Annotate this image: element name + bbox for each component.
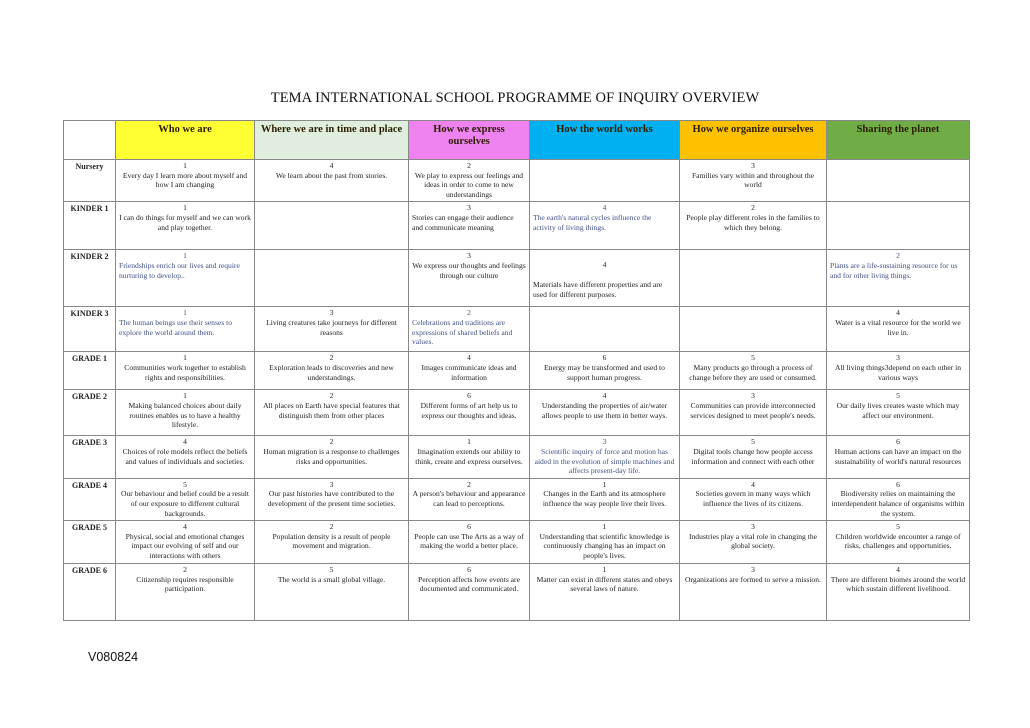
unit-number: 5 (751, 437, 755, 447)
table-row (64, 436, 970, 478)
central-idea: We learn about the past from stories. (275, 170, 388, 180)
central-idea: All living things3depend on each other in various ways (834, 362, 962, 382)
table-row (64, 202, 970, 250)
unit-number: 4 (602, 260, 607, 270)
page-title: TEMA INTERNATIONAL SCHOOL PROGRAMME OF INQUIRY OVERVIEW (270, 90, 760, 106)
unit-number: 1 (467, 437, 471, 447)
central-idea: Materials have different properties and are used for different purposes. (533, 279, 663, 299)
unit-cell (255, 436, 409, 478)
unit-cell (530, 564, 680, 621)
unit-cell (116, 478, 255, 520)
unit-cell (827, 390, 970, 436)
grade-label: GRADE 1 (64, 352, 116, 390)
central-idea: Organizations are formed to serve a mission. (685, 574, 821, 584)
table-body (64, 160, 970, 621)
unit-cell (827, 564, 970, 621)
unit-cell (680, 307, 827, 352)
central-idea: Exploration leads to discoveries and new understandings. (269, 362, 394, 382)
unit-number: 1 (602, 522, 607, 532)
central-idea: Our behaviour and belief could be a result of our exposure to different cultural backgrounds. (121, 489, 249, 518)
unit-number: 5 (183, 479, 187, 489)
unit-cell (827, 160, 970, 202)
unit-number: 2 (467, 161, 471, 170)
central-idea: The human beings use their senses to explore the world around them. (119, 317, 233, 337)
unit-number: 4 (183, 522, 187, 532)
unit-cell (680, 436, 827, 478)
central-idea: People play different roles in the families to which they belong. (686, 212, 820, 232)
unit-cell (116, 390, 255, 436)
unit-number: 4 (467, 353, 471, 363)
central-idea: All places on Earth have special features that distinguish them from other places (263, 400, 400, 420)
unit-cell (680, 564, 827, 621)
unit-cell (680, 478, 827, 520)
theme-header: Where we are in time and place (255, 121, 409, 160)
unit-number: 2 (329, 391, 334, 401)
unit-number: 2 (329, 353, 334, 363)
unit-number: 3 (751, 522, 755, 532)
unit-cell (116, 521, 255, 564)
unit-number: 4 (751, 479, 755, 489)
central-idea: Scientific inquiry of force and motion has aided in the evolution of simple machines and affects present-day life. (534, 446, 675, 476)
unit-number: 6 (896, 437, 900, 447)
unit-number: 2 (329, 437, 334, 447)
unit-number: 1 (602, 479, 607, 489)
central-idea: We express our thoughts and feelings through our culture (412, 260, 526, 280)
unit-number: 2 (751, 203, 755, 213)
unit-number: 3 (329, 479, 334, 489)
unit-number: 6 (896, 479, 900, 489)
central-idea: Different forms of art help us to express our thoughts and ideas. (420, 400, 518, 420)
unit-cell (530, 307, 680, 352)
central-idea: I can do things for myself and we can work and play together. (119, 212, 251, 232)
table-row (64, 564, 970, 621)
unit-number: 3 (467, 251, 471, 261)
unit-cell (255, 521, 409, 564)
unit-number: 4 (329, 161, 334, 170)
unit-number: 3 (467, 203, 471, 213)
central-idea: Our daily lives creates waste which may affect our environment. (836, 400, 960, 420)
theme-header: Sharing the planet (827, 121, 970, 160)
unit-number: 4 (896, 308, 900, 318)
unit-number: 5 (329, 565, 334, 575)
table-row (64, 160, 970, 202)
theme-header: How the world works (530, 121, 680, 160)
unit-cell (409, 564, 530, 621)
central-idea: Societies govern in many ways which influence the lives of its citizens. (695, 489, 811, 508)
central-idea: A person's behaviour and appearance can lead to perceptions. (412, 489, 526, 508)
unit-number: 1 (183, 308, 187, 318)
central-idea: Understanding that scientific knowledge is continuously changing has an impact on people's lives. (539, 531, 670, 560)
central-idea: Water is a vital resource for the world we live in. (835, 317, 961, 337)
table-row (64, 478, 970, 520)
programme-table (63, 120, 970, 621)
central-idea: We play to express our feelings and ideas in order to come to new understandings (414, 170, 524, 199)
unit-cell (116, 250, 255, 307)
unit-cell (116, 160, 255, 202)
unit-number: 6 (467, 565, 471, 575)
unit-number: 3 (751, 391, 755, 401)
document-code: V080824 (88, 650, 139, 664)
unit-number: 6 (467, 522, 471, 532)
header-row (64, 121, 970, 160)
header-corner (64, 121, 116, 160)
unit-number: 4 (183, 437, 187, 447)
unit-number: 4 (896, 565, 900, 575)
table-row (64, 307, 970, 352)
unit-number: 6 (602, 353, 607, 363)
grade-label: Nursery (64, 160, 116, 202)
unit-number: 2 (183, 565, 187, 575)
grade-label: KINDER 3 (64, 307, 116, 352)
unit-number: 4 (602, 203, 607, 213)
unit-number: 1 (183, 203, 187, 213)
unit-cell (409, 521, 530, 564)
central-idea: Communities work together to establish rights and responsibilities. (124, 362, 246, 382)
unit-number: 3 (329, 308, 334, 318)
unit-cell (409, 160, 530, 202)
unit-cell (255, 478, 409, 520)
central-idea: Every day I learn more about myself and how I am changing (122, 170, 248, 190)
grade-label: GRADE 6 (64, 564, 116, 621)
central-idea: Physical, social and emotional changes impact our evolving of self and our interactions with others (125, 531, 245, 560)
unit-number: 2 (896, 251, 900, 261)
unit-cell (827, 250, 970, 307)
theme-header: Who we are (116, 121, 255, 160)
central-idea: Choices of role models reflect the beliefs and values of individuals and societies. (122, 446, 248, 466)
central-idea: Families vary within and throughout the world (691, 170, 815, 190)
unit-cell (409, 250, 530, 307)
unit-number: 3 (751, 565, 755, 575)
unit-number: 5 (896, 522, 900, 532)
central-idea: Children worldwide encounter a range of risks, challenges and opportunities. (835, 531, 961, 551)
unit-cell (255, 390, 409, 436)
unit-cell (116, 564, 255, 621)
unit-cell (530, 352, 680, 390)
central-idea: Understanding the properties of air/water allows people to use them in better ways. (541, 400, 668, 420)
unit-cell (680, 202, 827, 250)
table-row (64, 250, 970, 307)
unit-number: 2 (329, 522, 334, 532)
central-idea: The world is a small global village. (277, 574, 386, 584)
grade-label: KINDER 2 (64, 250, 116, 307)
unit-cell (530, 436, 680, 478)
unit-number: 1 (183, 251, 187, 261)
unit-cell (680, 250, 827, 307)
central-idea: Perception affects how events are documented and communicated. (418, 574, 520, 594)
unit-number: 1 (602, 565, 607, 575)
unit-cell (680, 160, 827, 202)
unit-cell (116, 352, 255, 390)
central-idea: Making balanced choices about daily routines enables us to have a healthy lifestyle. (128, 400, 242, 430)
unit-cell (680, 390, 827, 436)
unit-number: 3 (896, 353, 900, 363)
unit-number: 3 (602, 437, 607, 447)
unit-cell (255, 202, 409, 250)
table-row (64, 521, 970, 564)
unit-number: 5 (896, 391, 900, 401)
central-idea: Celebrations and traditions are expressions of shared beliefs and values. (412, 317, 513, 347)
central-idea: Human actions can have an impact on the sustainability of world's natural resources (834, 446, 962, 466)
central-idea: Human migration is a response to challenges risks and opportunities. (263, 446, 400, 466)
unit-cell (530, 160, 680, 202)
unit-number: 6 (467, 391, 471, 401)
unit-number: 4 (602, 391, 607, 401)
central-idea: Biodiversity relies on maintaining the interdependent balance of organisms within the system. (831, 489, 965, 518)
central-idea: The earth's natural cycles influence the activity of living things. (533, 212, 652, 232)
unit-cell (116, 202, 255, 250)
unit-cell (255, 307, 409, 352)
central-idea: Plants are a life-sustaining resource for us and for other living things. (830, 260, 958, 280)
unit-number: 1 (183, 353, 187, 363)
unit-number: 2 (467, 308, 471, 318)
unit-number: 3 (751, 161, 755, 170)
unit-cell (530, 478, 680, 520)
central-idea: Citizenship requires responsible participation. (136, 574, 234, 594)
central-idea: There are different biomes around the world which sustain different livelihood. (830, 574, 966, 594)
unit-cell (530, 521, 680, 564)
unit-cell (255, 250, 409, 307)
grade-label: GRADE 5 (64, 521, 116, 564)
central-idea: Imagination extends our ability to think, create and express ourselves. (415, 446, 523, 466)
unit-cell (409, 436, 530, 478)
central-idea: Living creatures take journeys for different reasons (266, 317, 397, 337)
unit-cell (409, 307, 530, 352)
grade-label: KINDER 1 (64, 202, 116, 250)
unit-cell (409, 478, 530, 520)
unit-cell (827, 478, 970, 520)
unit-cell (116, 436, 255, 478)
table-row (64, 352, 970, 390)
central-idea: People can use The Arts as a way of making the world a better place. (414, 531, 524, 551)
unit-number: 1 (183, 391, 187, 401)
unit-number: 5 (751, 353, 755, 363)
theme-header: How we express ourselves (409, 121, 530, 160)
central-idea: Stories can engage their audience and communicate meaning (412, 212, 514, 232)
central-idea: Population density is a result of people movement and migration. (272, 531, 391, 551)
grade-label: GRADE 4 (64, 478, 116, 520)
unit-cell (409, 202, 530, 250)
table-row (64, 390, 970, 436)
unit-cell (680, 521, 827, 564)
unit-cell (530, 390, 680, 436)
unit-cell (827, 521, 970, 564)
unit-cell (409, 390, 530, 436)
unit-cell (409, 352, 530, 390)
grade-label: GRADE 2 (64, 390, 116, 436)
central-idea: Industries play a vital role in changing the global society. (688, 531, 817, 551)
unit-cell (255, 352, 409, 390)
unit-number: 2 (467, 479, 471, 489)
unit-cell (530, 202, 680, 250)
central-idea: Energy may be transformed and used to support human progress. (544, 362, 665, 382)
unit-cell (530, 250, 680, 307)
grade-label: GRADE 3 (64, 436, 116, 478)
central-idea: Changes in the Earth and its atmosphere influence the way people live their lives. (542, 489, 667, 508)
unit-cell (827, 202, 970, 250)
central-idea: Many products go through a process of change before they are used or consumed. (689, 362, 817, 382)
central-idea: Communities can provide interconnected services designed to meet people's needs. (690, 400, 816, 420)
unit-cell (827, 307, 970, 352)
unit-cell (680, 352, 827, 390)
theme-header: How we organize ourselves (680, 121, 827, 160)
central-idea: Digital tools change how people access information and connect with each other (691, 446, 815, 466)
unit-cell (255, 564, 409, 621)
central-idea: Friendships enrich our lives and require nurturing to develop.. (119, 260, 240, 280)
central-idea: Images communicate ideas and information (421, 362, 517, 382)
unit-cell (827, 352, 970, 390)
unit-cell (827, 436, 970, 478)
unit-cell (255, 160, 409, 202)
unit-number: 1 (183, 161, 187, 170)
central-idea: Matter can exist in different states and obeys several laws of nature. (536, 574, 673, 594)
unit-cell (116, 307, 255, 352)
central-idea: Our past histories have contributed to the development of the present time societies. (267, 489, 396, 508)
